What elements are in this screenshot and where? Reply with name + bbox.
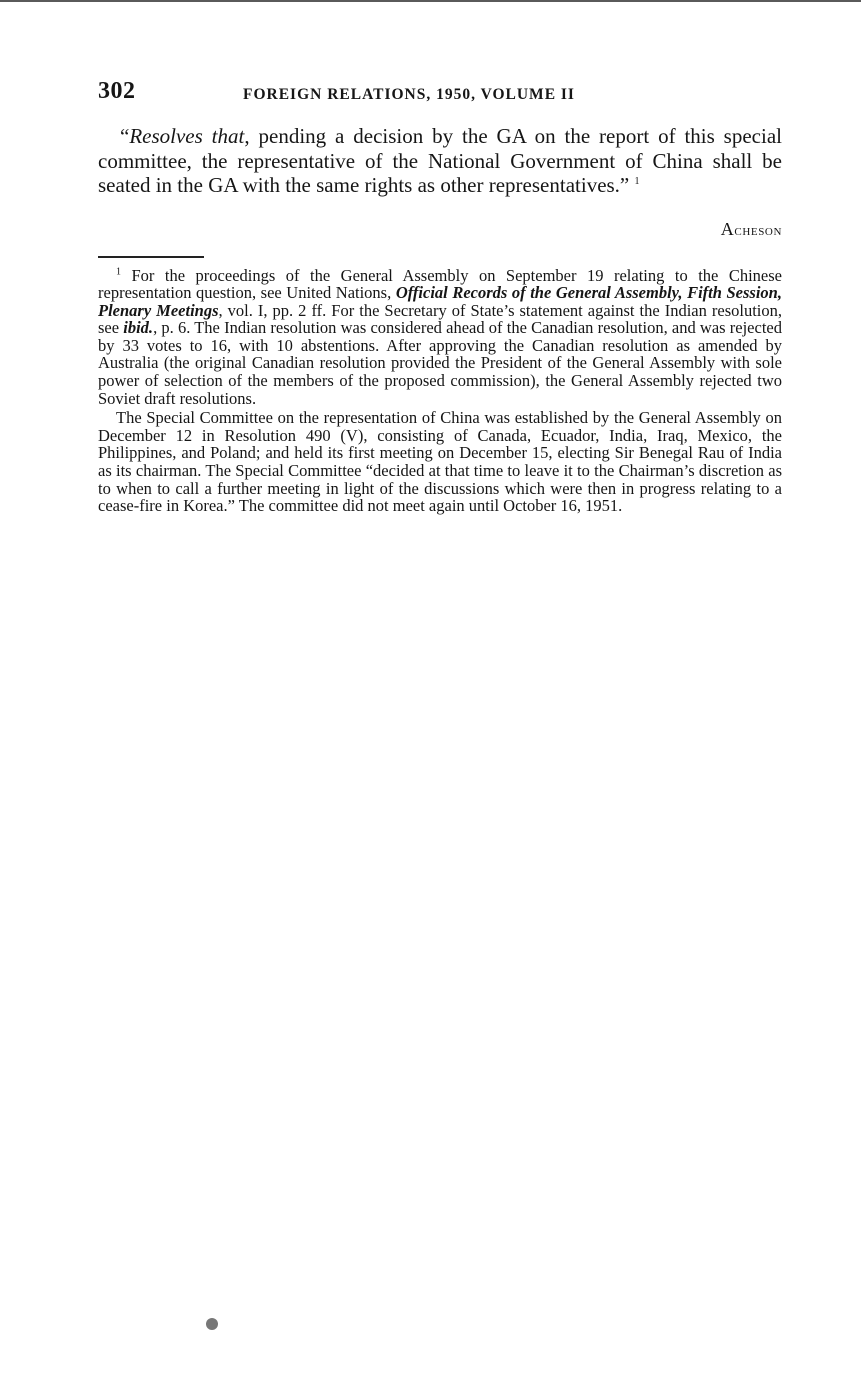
document-page: [98, 78, 782, 515]
footnote-divider: [98, 256, 204, 258]
footnote-1-part3: , p. 6. The Indian resolution was considered ahead of the Canadian resolution, and was rejected by 33 votes to 16, with 10 abstentions. After approving the Canadian resolution as amended by Australia (the original Canadian resolution provided the President of the General Assembly with sole power of selection of the members of the proposed commission), the General Assembly rejected two Soviet draft resolutions.: [98, 318, 782, 408]
footnote-source-title: Official Records of the General Assembly, Fifth Session, Plenary Meetings: [98, 283, 782, 320]
quote-lead-italic: Resolves that: [129, 124, 245, 148]
footnote-reference: 1: [634, 176, 640, 187]
ink-speck: [206, 1318, 218, 1330]
footnote-ibid: ibid.: [123, 318, 154, 338]
footnote-marker: 1: [116, 266, 121, 277]
quote-open-mark: “: [120, 124, 130, 148]
resolution-quote: [98, 124, 782, 198]
footnote-1-part2: , vol. I, pp. 2 ff. For the Secretary of State’s statement against the Indian resolution, see: [98, 300, 782, 338]
running-header: [98, 78, 782, 112]
quote-text: , pending a decision by the GA on the report of this special committee, the representative of the National Government of China shall be seated in the GA with the same rights as other representatives.”: [98, 124, 782, 197]
footnotes: [98, 267, 782, 515]
footnote-1-continued: The Special Committee on the representation of China was established by the General Assembly on December 12 in Resolution 490 (V), consisting of Canada, Ecuador, India, Iraq, Mexico, the Philippines, and Poland; and held its first meeting on December 15, electing Sir Benegal Rau of India as its chairman. The Special Committee “decided at that time to leave it to the Chairman’s discretion as to when to call a further meeting in light of the discussions which were then in progress relating to a cease-fire in Korea.” The committee did not meet again until October 16, 1951.: [98, 408, 782, 516]
page-number: 302: [98, 78, 136, 104]
running-title: FOREIGN RELATIONS, 1950, VOLUME II: [243, 86, 575, 103]
top-edge-rule: [0, 0, 861, 2]
footnote-1: [98, 267, 782, 408]
footnote-1-part1: For the proceedings of the General Assembly on September 19 relating to the Chinese representation question, see United Nations,: [98, 265, 782, 303]
signature: Acheson: [720, 218, 782, 239]
